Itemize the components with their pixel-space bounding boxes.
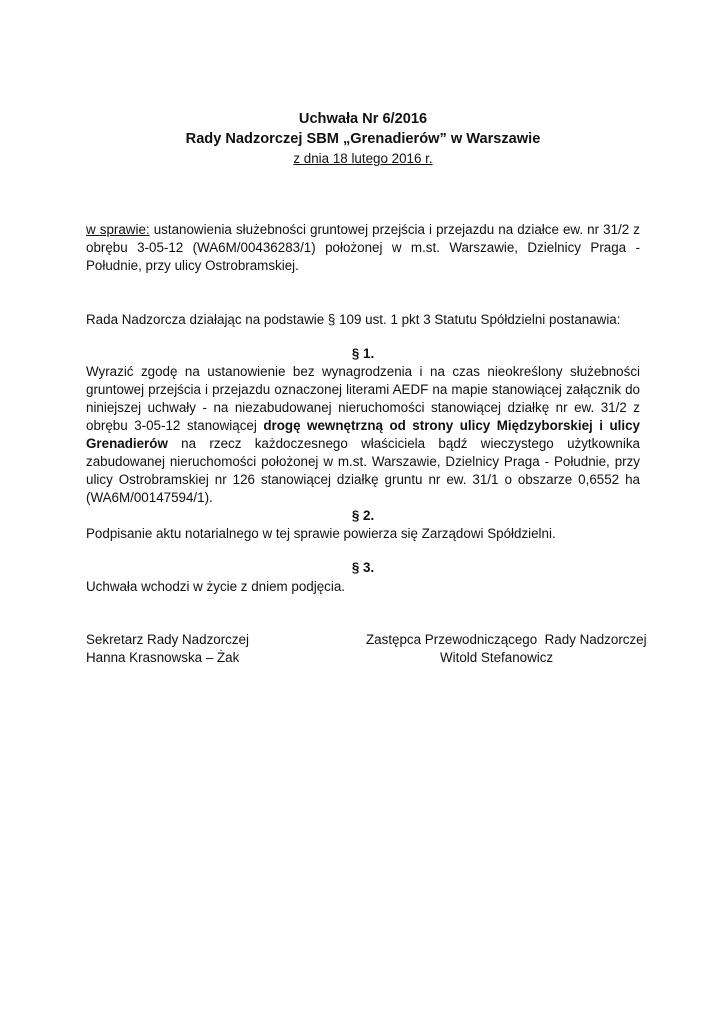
document-page [86, 0, 647, 1024]
section-1-text-part-a: Wyrazić zgodę na ustanowienie bez wynagrodzenia i na czas nieokreślony służebności gruntowej przejścia i przejazdu oznaczonej literami AEDF na mapie stanowiącej załącznik do niniejszej uchwały - na niezabudowanej nieruchomości stanowiącej działkę nr ew. 31/2 z obrębu 3-05-12 stanowiącej [86, 364, 640, 433]
signature-secretary [86, 631, 346, 667]
section-2-heading: § 2. [351, 508, 375, 523]
signature-deputy-chair [366, 631, 647, 667]
section-3-heading: § 3. [351, 560, 375, 575]
resolution-date: z dnia 18 lutego 2016 r. [293, 151, 433, 166]
signature-deputy-chair-role: Zastępca Przewodniczącego Rady Nadzorczej [366, 632, 647, 647]
section-1-heading: § 1. [351, 346, 375, 361]
subject-text: ustanowienia służebności gruntowej przejścia i przejazdu na działce ew. nr 31/2 z obrębu 3-05-12 (WA6M/00436283/1) położonej w m.st. Warszawie, Dzielnicy Praga - Południe, przy ulicy Ostrobramskiej. [86, 222, 640, 273]
section-1-text-bold: drogę wewnętrzną od strony ulicy Międzyborskiej i ulicy Grenadierów [86, 418, 641, 451]
section-1-text-part-b: na rzecz każdoczesnego właściciela bądź wieczystego użytkownika zabudowanej nieruchomości położonej w m.st. Warszawie, Dzielnicy Praga - Południe, przy ulicy Ostrobramskiej nr 126 stanowiącej działkę gruntu nr ew. 31/1 o obszarze 0,6552 ha (WA6M/00147594/1). [86, 436, 640, 505]
signature-secretary-name: Hanna Krasnowska – Żak [86, 650, 240, 665]
subject-paragraph [86, 221, 640, 275]
resolution-body-name: Rady Nadzorczej SBM „Grenadierów” w Warszawie [185, 131, 541, 147]
section-3-text: Uchwała wchodzi w życie z dniem podjęcia. [86, 579, 345, 594]
section-2-text: Podpisanie aktu notarialnego w tej sprawie powierza się Zarządowi Spółdzielni. [86, 526, 556, 541]
resolution-title: Uchwała Nr 6/2016 [298, 111, 428, 127]
signature-deputy-chair-name: Witold Stefanowicz [440, 650, 554, 665]
signature-secretary-role: Sekretarz Rady Nadzorczej [86, 632, 249, 647]
subject-label: w sprawie: [86, 222, 150, 237]
legal-basis: Rada Nadzorcza działając na podstawie § 109 ust. 1 pkt 3 Statutu Spółdzielni postanawia: [86, 312, 621, 327]
section-1-text [86, 363, 640, 507]
